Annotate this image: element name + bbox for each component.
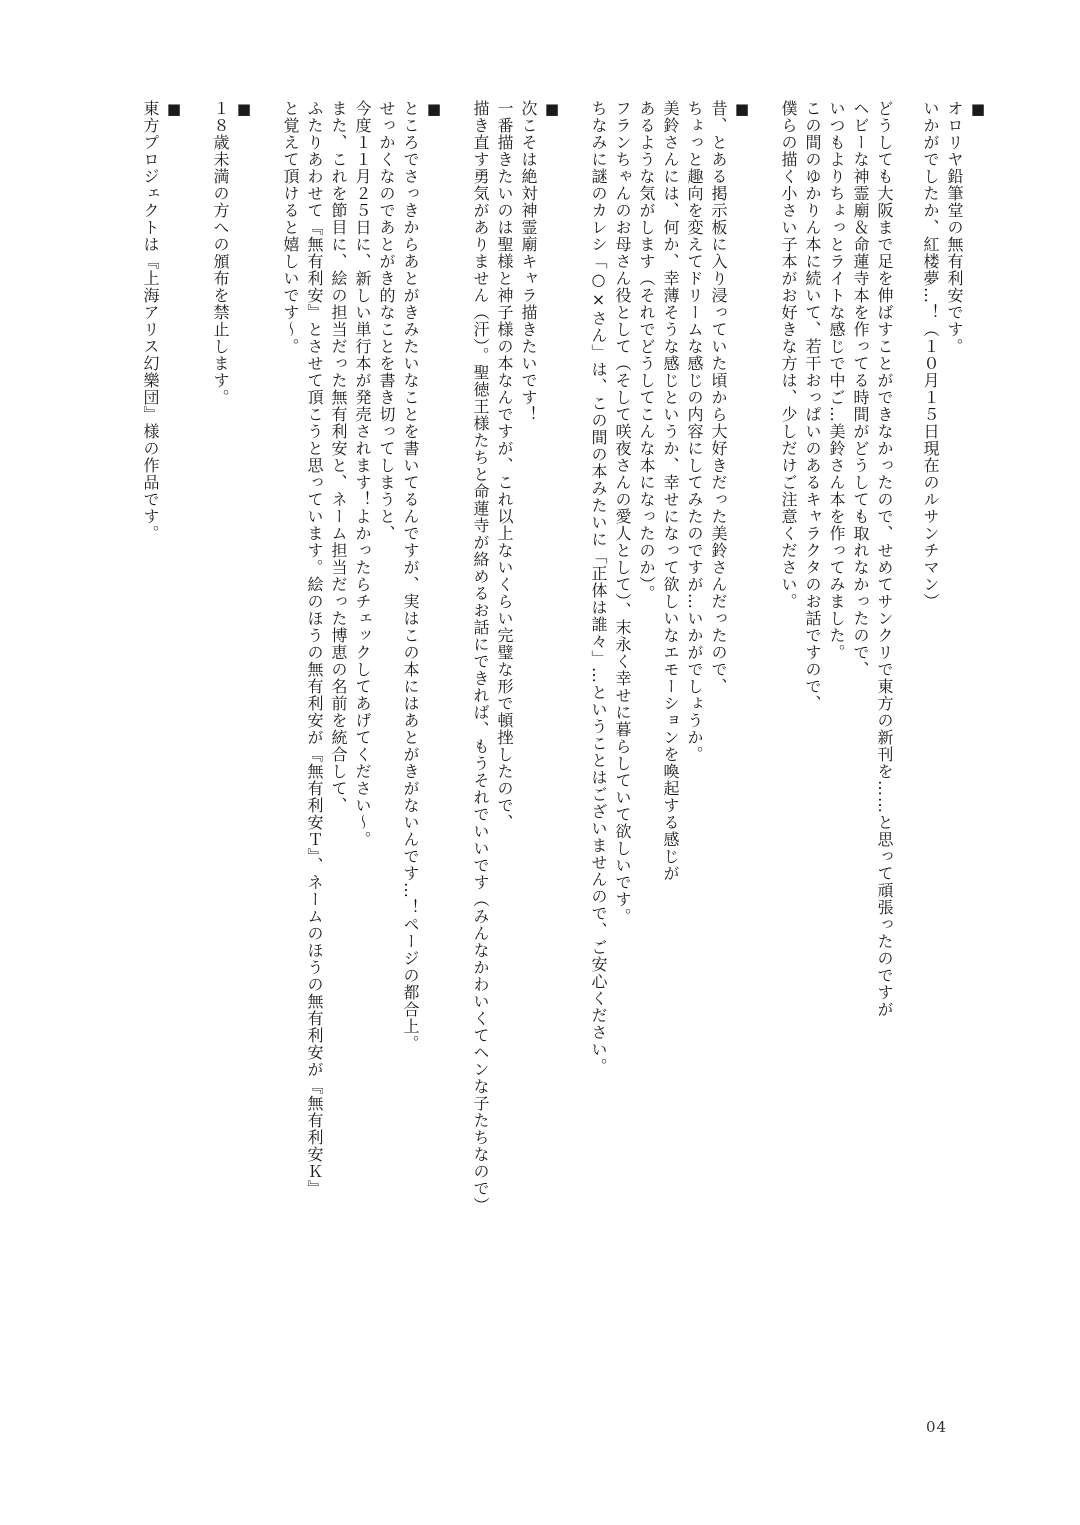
afterword-block-3 <box>586 100 754 1180</box>
afterword-block-1 <box>918 100 990 1180</box>
afterword-block-5 <box>278 100 446 1197</box>
text-line: ヘビーな神霊廟＆命蓮寺本を作ってる時間がどうしても取れなかったので、 <box>851 100 870 678</box>
text-line: ちょっと趣向を変えてドリームな感じの内容にしてみたのですが…いかがでしょうか。 <box>685 100 704 763</box>
section-marker: ■ <box>425 100 443 119</box>
text-line: 東方プロジェクトは『上海アリス幻樂団』様の作品です。 <box>141 100 160 542</box>
afterword-block-4 <box>468 100 564 1214</box>
text-line: 昔、とある掲示板に入り浸っていた頃から大好きだった美鈴さんだったので、 <box>709 100 728 695</box>
text-line: オロリヤ鉛筆堂の無有利安です。 <box>945 100 964 355</box>
text-line: ふたりあわせて『無有利安』とさせて頂こうと思っています。絵のほうの無有利安が『無有利安Ｔ』、ネームのほうの無有利安が『無有利安Ｋ』 <box>305 100 324 1197</box>
text-line: 描き直す勇気がありません（汗）。聖徳王様たちと命蓮寺が絡めるお話にできれば、もうそれでいいです（みんなかわいくてヘンな子たちなので） <box>471 100 490 1214</box>
text-line: と覚えて頂けると嬉しいです〜。 <box>281 100 300 355</box>
text-line: 僕らの描く小さい子本がお好きな方は、少しだけご注意ください。 <box>779 100 798 610</box>
text-line: いかがでしたか、紅楼夢…！（１０月１５日現在のルサンチマン） <box>921 100 940 610</box>
text-line: 一番描きたいのは聖様と神子様の本なんですが、これ以上ないくらい完璧な形で頓挫したので、 <box>495 100 514 831</box>
text-line: また、これを節目に、絵の担当だった無有利安と、ネーム担当だった博恵の名前を統合して、 <box>329 100 348 814</box>
section-marker: ■ <box>235 100 253 119</box>
text-line: いつもよりちょっとライトな感じで中ご…美鈴さん本を作ってみました。 <box>827 100 846 661</box>
text-line: 次こそは絶対神霊廟キャラ描きたいです！ <box>519 100 538 423</box>
text-line: １８歳未満の方への頒布を禁止します。 <box>211 100 230 406</box>
section-marker: ■ <box>733 100 751 119</box>
text-line: この間のゆかりん本に続いて、若干おっぱいのあるキャラクタのお話ですので、 <box>803 100 822 712</box>
afterword-block-2 <box>776 100 896 1180</box>
page-number: 04 <box>926 1418 948 1436</box>
afterword-block-6 <box>208 100 256 1180</box>
text-line: せっかくなのであとがき的なことを書き切ってしまうと、 <box>377 100 396 542</box>
text-line: 今度１１月２５日に、新しい単行本が発売されます！よかったらチェックしてあげてください〜。 <box>353 100 372 848</box>
section-marker: ■ <box>543 100 561 119</box>
text-line: ところでさっきからあとがきみたいなことを書いてるんですが、実はこの本にはあとがきがないんです…！ページの都合上。 <box>401 100 420 1052</box>
text-line: 美鈴さんには、何か、幸薄そうな感じというか、幸せになって欲しいなエモーションを喚起する感じが <box>661 100 680 882</box>
afterword-text <box>138 100 990 1214</box>
section-marker: ■ <box>969 100 987 119</box>
text-line: どうしても大阪まで足を伸ばすことができなかったので、せめてサンクリで東方の新刊を……と思って頑張ったのですが <box>875 100 894 1018</box>
text-line: フランちゃんのお母さん役として（そして咲夜さんの愛人として）、末永く幸せに暮らしていて欲しいです。 <box>613 100 632 925</box>
text-line: ちなみに謎のカレシ「○×さん」は、この間の本みたいに「正体は誰々」…ということはございませんので、ご安心ください。 <box>589 100 608 1075</box>
afterword-block-7 <box>138 100 186 1180</box>
text-line: あるような気がします（それでどうしてこんな本になったのか）。 <box>637 100 656 602</box>
section-marker: ■ <box>165 100 183 119</box>
